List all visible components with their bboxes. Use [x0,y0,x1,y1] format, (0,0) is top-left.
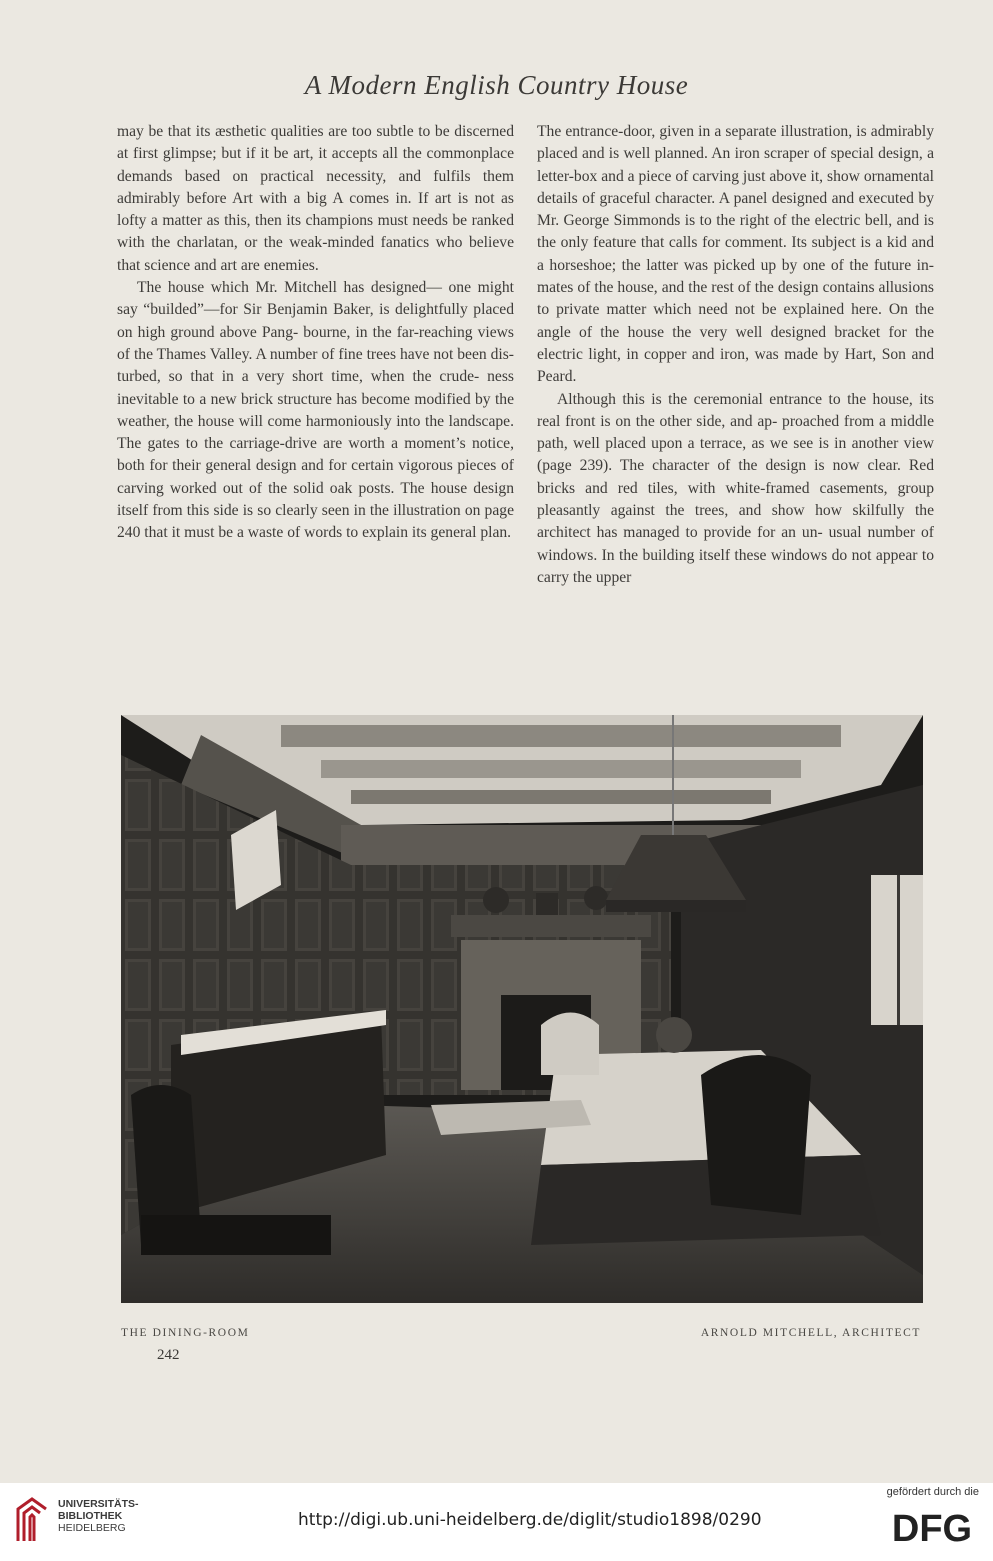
permalink-url[interactable]: http://digi.ub.uni-heidelberg.de/diglit/studio1898/0290 [298,1510,762,1530]
paragraph: Although this is the ceremonial entrance to the house, its real front is on the other side, and ap- proached from a middle path, well placed upon a terrace, as we see is in another view (page 239). The character of the design is now clear. Red bricks and red tiles, with white-framed casements, group pleasantly against the trees, and show how skilfully the architect has managed to provide for an un- usual number of windows. In the building itself these windows do not appear to carry the upper [537,390,934,586]
dining-room-photograph [121,715,923,1303]
library-name-line: HEIDELBERG [58,1522,126,1534]
page-number: 242 [157,1347,180,1363]
library-name-line: UNIVERSITÄTS- [58,1498,139,1510]
dfg-logo-icon [887,1505,977,1547]
digitization-footer [0,1483,993,1561]
university-library-logo-icon [12,1495,52,1543]
paragraph: may be that its æsthetic qualities are too subtle to be discerned at first glimpse; but if it be art, it accepts all the commonplace demands based on practical necessity, and fulfils them admirably before Art with a big A comes in. If art is not as lofty a matter as this, then its champions must needs be ranked with the charlatan, or the weak-minded fanatics who believe that science and art are enemies. [117,123,514,274]
text-column-right [537,121,934,589]
figure-caption: THE DINING-ROOM [121,1327,250,1339]
running-head: A Modern English Country House [304,70,689,100]
dining-room-illustration [121,715,923,1303]
library-name-line: BIBLIOTHEK [58,1510,123,1522]
figure-credit: ARNOLD MITCHELL, ARCHITECT [700,1327,921,1339]
text-column-left [117,121,514,545]
sponsor-text: gefördert durch die [886,1486,979,1498]
dfg-logo-text: DFG [891,1508,973,1547]
paragraph: The house which Mr. Mitchell has designed— one might say “builded”—for Sir Benjamin Baker, is delightfully placed on high ground above Pang- bourne, in the far-reaching views of the Thames Valley. A number of fine trees have not been dis- turbed, so that in a very short time, when the crude- ness inevitable to a new brick structure has become modified by the weather, the house will come harmoniously into the landscape. The gates to the carriage-drive are worth a moment’s notice, both for their general design and for certain vigorous pieces of carving worked out of the solid oak posts. The house design itself from this side is so clearly seen in the illustration on page 240 that it must be a waste of words to explain its general plan. [117,279,514,542]
paragraph: The entrance-door, given in a separate illustration, is admirably placed and is well planned. An iron scraper of special design, a letter-box and a piece of carving just above it, show ornamental details of graceful character. A panel designed and executed by Mr. George Simmonds is to the right of the electric bell, and is the only feature that calls for comment. Its subject is a kid and a horseshoe; the latter was picked up by one of the future in- mates of the house, and the rest of the design contains allusions to private matter which need not be explained here. On the angle of the house the very well designed bracket for the electric light, in copper and iron, was made by Hart, Son and Peard. [537,123,934,386]
library-name [58,1498,139,1534]
